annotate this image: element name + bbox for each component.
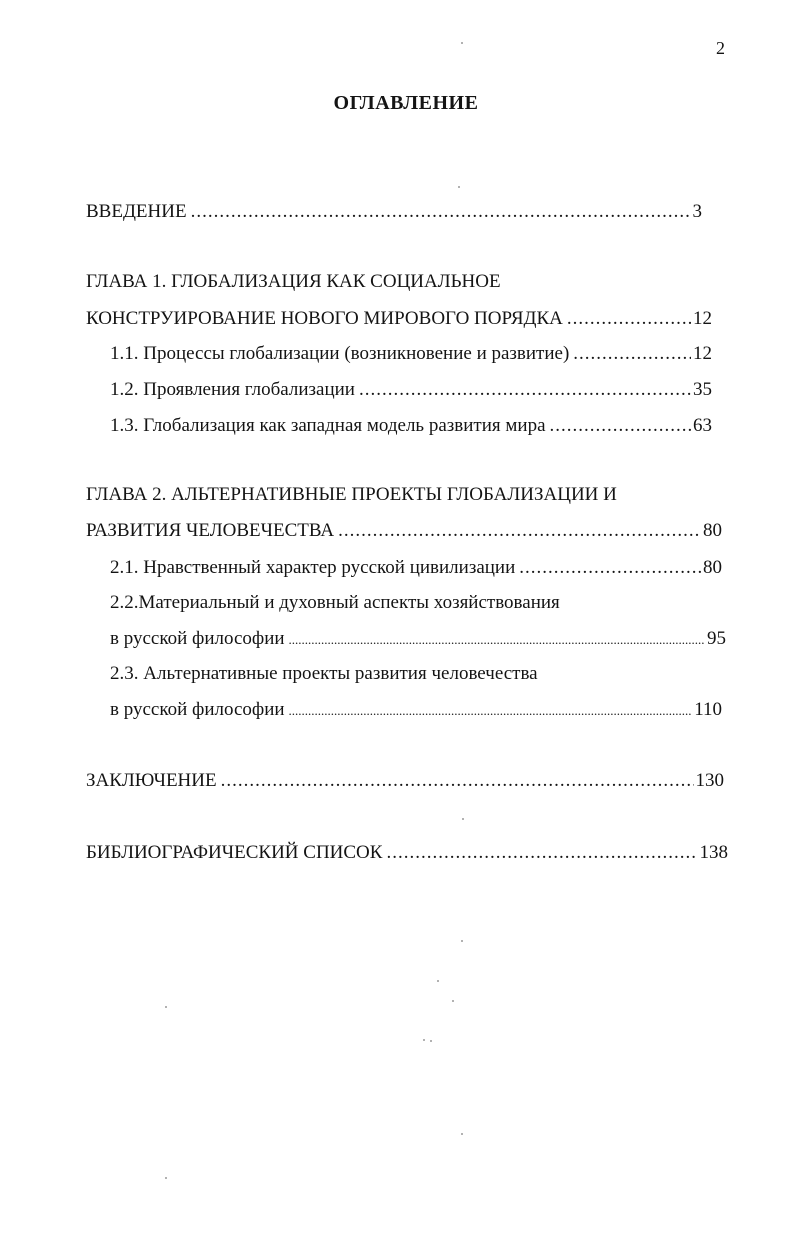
toc-entry-section-2-2[interactable]: [110, 627, 726, 652]
toc-title: ОГЛАВЛЕНИЕ: [333, 92, 479, 114]
toc-entry-label: БИБЛИОГРАФИЧЕСКИЙ СПИСОК: [86, 842, 383, 863]
toc-entry-page: 95: [707, 628, 726, 649]
dot-leader: [567, 307, 691, 331]
toc-entry-section-1-2[interactable]: [110, 378, 712, 402]
scan-speck: [461, 42, 463, 44]
toc-entry-label: 2.1. Нравственный характер русской цивилизации: [110, 557, 516, 578]
dot-leader: [359, 378, 691, 402]
toc-entry-page: 63: [693, 415, 712, 436]
toc-entry-label: ВВЕДЕНИЕ: [86, 201, 187, 222]
scan-speck: [165, 1006, 167, 1008]
toc-entry-section-1-1[interactable]: [110, 342, 712, 366]
toc-entry-label: 1.2. Проявления глобализации: [110, 379, 355, 400]
toc-entry-label: РАЗВИТИЯ ЧЕЛОВЕЧЕСТВА: [86, 520, 335, 541]
toc-entry-page: 35: [693, 379, 712, 400]
toc-entry-label: в русской философии: [110, 628, 285, 649]
scan-speck: [462, 818, 464, 820]
toc-entry-conclusion[interactable]: [86, 769, 724, 793]
toc-entry-intro[interactable]: [86, 200, 702, 224]
toc-entry-section-1-3[interactable]: [110, 414, 712, 438]
dot-leader: [386, 841, 697, 865]
dot-leader: [289, 699, 693, 723]
toc-entry-page: 110: [694, 699, 722, 720]
toc-entry-label: в русской философии: [110, 699, 285, 720]
toc-entry-page: 3: [692, 201, 702, 222]
toc-entry-chapter-2[interactable]: [86, 519, 722, 543]
dot-leader: [221, 769, 694, 793]
toc-entry-page: 12: [693, 308, 712, 329]
toc-entry-section-2-3[interactable]: [110, 698, 722, 723]
toc-entry-label: КОНСТРУИРОВАНИЕ НОВОГО МИРОВОГО ПОРЯДКА: [86, 308, 563, 329]
scan-speck: [458, 186, 460, 188]
toc-entry-label: 1.3. Глобализация как западная модель развития мира: [110, 415, 546, 436]
toc-entry-page: 12: [693, 343, 712, 364]
dot-leader: [338, 519, 701, 543]
chapter-1-title-line-1[interactable]: ГЛАВА 1. ГЛОБАЛИЗАЦИЯ КАК СОЦИАЛЬНОЕ: [86, 271, 501, 292]
dot-leader: [573, 342, 691, 366]
scan-speck: [452, 1000, 454, 1002]
scan-speck: [165, 1177, 167, 1179]
scan-speck: [430, 1040, 432, 1042]
scan-speck: [423, 1039, 425, 1041]
toc-entry-page: 80: [703, 557, 722, 578]
dot-leader: [550, 414, 691, 438]
scan-speck: [461, 1133, 463, 1135]
scan-speck: [437, 980, 439, 982]
chapter-2-title-line-1[interactable]: ГЛАВА 2. АЛЬТЕРНАТИВНЫЕ ПРОЕКТЫ ГЛОБАЛИЗАЦИИ И: [86, 484, 617, 505]
section-2-3-title-line-1[interactable]: 2.3. Альтернативные проекты развития человечества: [110, 663, 538, 684]
dot-leader: [289, 628, 705, 652]
dot-leader: [519, 556, 701, 580]
toc-entry-page: 138: [699, 842, 728, 863]
toc-entry-chapter-1[interactable]: [86, 307, 712, 331]
toc-entry-bibliography[interactable]: [86, 841, 728, 865]
toc-entry-page: 80: [703, 520, 722, 541]
toc-entry-section-2-1[interactable]: [110, 556, 722, 580]
toc-entry-label: ЗАКЛЮЧЕНИЕ: [86, 770, 217, 791]
toc-entry-page: 130: [695, 770, 724, 791]
section-2-2-title-line-1[interactable]: 2.2.Материальный и духовный аспекты хозяйствования: [110, 592, 560, 613]
dot-leader: [191, 200, 691, 224]
scan-speck: [461, 940, 463, 942]
toc-entry-label: 1.1. Процессы глобализации (возникновение и развитие): [110, 343, 570, 364]
page-number: 2: [716, 38, 725, 58]
